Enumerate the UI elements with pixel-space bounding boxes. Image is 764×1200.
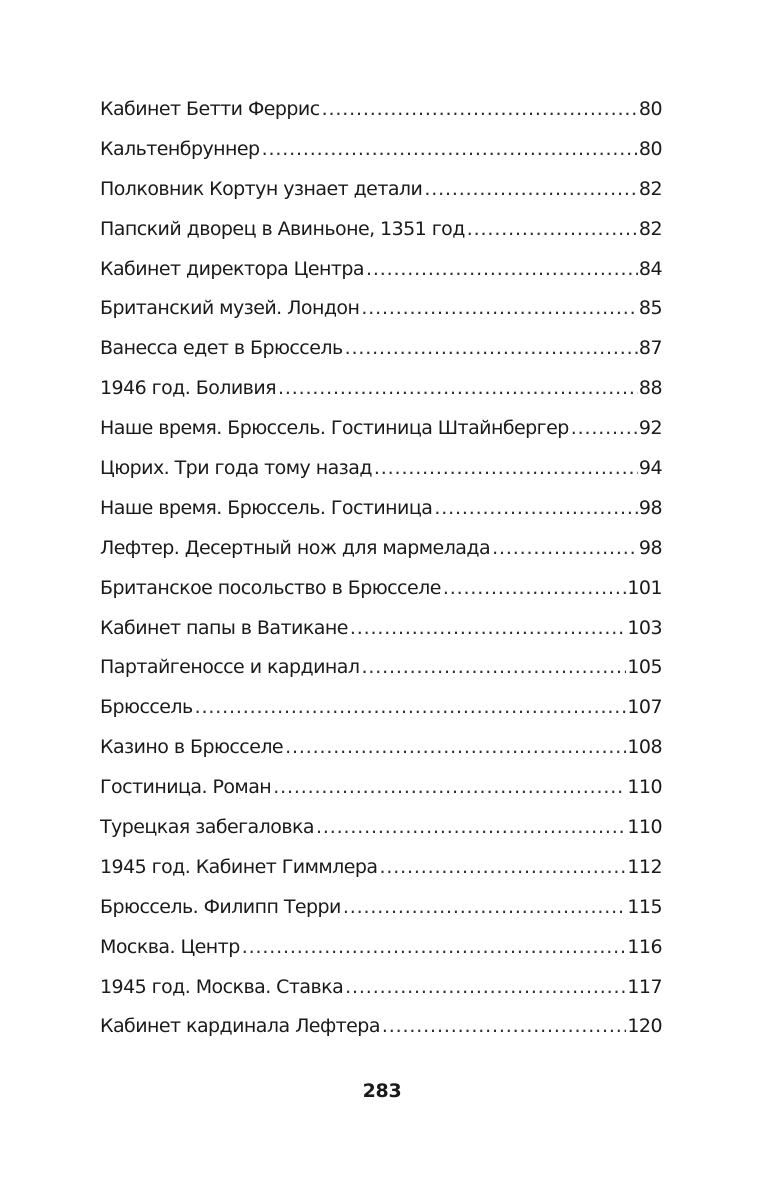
dot-leader xyxy=(278,369,638,409)
toc-entry-page: 110 xyxy=(627,776,662,799)
toc-entry xyxy=(100,688,662,728)
table-of-contents xyxy=(100,90,662,1047)
toc-entry-title: Полковник Кортун узнает детали xyxy=(100,177,423,200)
toc-entry-title: Партайгеноссе и кардинал xyxy=(100,656,360,679)
dot-leader xyxy=(571,409,638,449)
toc-entry-page: 84 xyxy=(638,257,662,280)
toc-entry xyxy=(100,888,662,928)
toc-entry xyxy=(100,90,662,130)
toc-entry-page: 105 xyxy=(627,656,662,679)
toc-entry xyxy=(100,489,662,529)
toc-entry-page: 82 xyxy=(638,217,662,240)
toc-entry xyxy=(100,369,662,409)
dot-leader xyxy=(424,170,638,210)
toc-entry-title: Британский музей. Лондон xyxy=(100,297,360,320)
dot-leader xyxy=(379,848,626,888)
toc-entry xyxy=(100,289,662,329)
dot-leader xyxy=(382,1007,626,1047)
dot-leader xyxy=(273,768,626,808)
toc-entry-page: 116 xyxy=(627,935,662,958)
toc-entry xyxy=(100,409,662,449)
toc-entry-title: Брюссель. Филипп Терри xyxy=(100,895,341,918)
toc-entry-page: 101 xyxy=(627,576,662,599)
toc-entry-title: Наше время. Брюссель. Гостиница xyxy=(100,496,433,519)
dot-leader xyxy=(195,688,627,728)
dot-leader xyxy=(374,449,638,489)
toc-entry-title: 1945 год. Кабинет Гиммлера xyxy=(100,855,378,878)
dot-leader xyxy=(361,648,626,688)
toc-entry xyxy=(100,1007,662,1047)
toc-entry-title: Папский дворец в Авиньоне, 1351 год xyxy=(100,217,465,240)
page-number: 283 xyxy=(362,1080,402,1102)
toc-entry-title: 1946 год. Боливия xyxy=(100,377,276,400)
toc-entry-page: 115 xyxy=(627,895,662,918)
dot-leader xyxy=(361,289,638,329)
toc-entry xyxy=(100,609,662,649)
toc-entry-title: Кальтенбруннер xyxy=(100,137,260,160)
toc-entry-page: 120 xyxy=(627,1015,662,1038)
dot-leader xyxy=(262,130,638,170)
dot-leader xyxy=(443,569,627,609)
dot-leader xyxy=(242,928,627,968)
toc-entry-page: 103 xyxy=(627,616,662,639)
toc-entry-page: 110 xyxy=(627,816,662,839)
toc-entry-page: 108 xyxy=(627,736,662,759)
dot-leader xyxy=(322,90,638,130)
dot-leader xyxy=(316,808,626,848)
toc-entry xyxy=(100,768,662,808)
toc-entry xyxy=(100,329,662,369)
toc-entry xyxy=(100,250,662,290)
toc-entry-title: Цюрих. Три года тому назад xyxy=(100,457,372,480)
toc-entry-title: Лефтер. Десертный нож для мармелада xyxy=(100,536,491,559)
toc-entry-title: Казино в Брюсселе xyxy=(100,736,284,759)
dot-leader xyxy=(366,250,638,290)
toc-entry xyxy=(100,968,662,1008)
dot-leader xyxy=(434,489,638,529)
toc-entry-page: 85 xyxy=(638,297,662,320)
toc-entry-page: 80 xyxy=(638,137,662,160)
toc-entry xyxy=(100,648,662,688)
dot-leader xyxy=(345,968,626,1008)
toc-entry-title: Гостиница. Роман xyxy=(100,776,272,799)
toc-entry-title: Москва. Центр xyxy=(100,935,240,958)
dot-leader xyxy=(492,529,638,569)
toc-entry-page: 98 xyxy=(638,536,662,559)
toc-entry-page: 112 xyxy=(627,855,662,878)
toc-entry-page: 82 xyxy=(638,177,662,200)
toc-entry-page: 94 xyxy=(638,457,662,480)
toc-entry-title: Кабинет Бетти Феррис xyxy=(100,98,320,120)
toc-entry xyxy=(100,449,662,489)
dot-leader xyxy=(285,728,626,768)
toc-entry-title: Кабинет кардинала Лефтера xyxy=(100,1015,380,1038)
toc-entry-page: 107 xyxy=(627,696,662,719)
toc-entry xyxy=(100,728,662,768)
toc-entry-page: 88 xyxy=(638,377,662,400)
dot-leader xyxy=(350,609,627,649)
toc-entry-page: 117 xyxy=(627,975,662,998)
toc-entry xyxy=(100,848,662,888)
dot-leader xyxy=(343,888,627,928)
toc-entry-page: 87 xyxy=(638,337,662,360)
toc-entry-title: Наше время. Брюссель. Гостиница Штайнбергер xyxy=(100,417,569,440)
toc-entry-title: Брюссель xyxy=(100,696,193,719)
toc-entry-title: Британское посольство в Брюсселе xyxy=(100,576,441,599)
dot-leader xyxy=(467,210,638,250)
toc-entry-title: Ванесса едет в Брюссель xyxy=(100,337,343,360)
toc-entry-title: Кабинет папы в Ватикане xyxy=(100,616,348,639)
toc-entry xyxy=(100,928,662,968)
toc-entry xyxy=(100,529,662,569)
toc-entry-page: 92 xyxy=(638,417,662,440)
toc-entry-title: Турецкая забегаловка xyxy=(100,816,314,839)
toc-entry xyxy=(100,130,662,170)
toc-entry-page: 80 xyxy=(638,98,662,120)
toc-entry-page: 98 xyxy=(638,496,662,519)
toc-entry xyxy=(100,569,662,609)
toc-entry xyxy=(100,210,662,250)
toc-entry xyxy=(100,170,662,210)
toc-entry xyxy=(100,808,662,848)
toc-entry-title: 1945 год. Москва. Ставка xyxy=(100,975,344,998)
dot-leader xyxy=(345,329,638,369)
toc-entry-title: Кабинет директора Центра xyxy=(100,257,364,280)
